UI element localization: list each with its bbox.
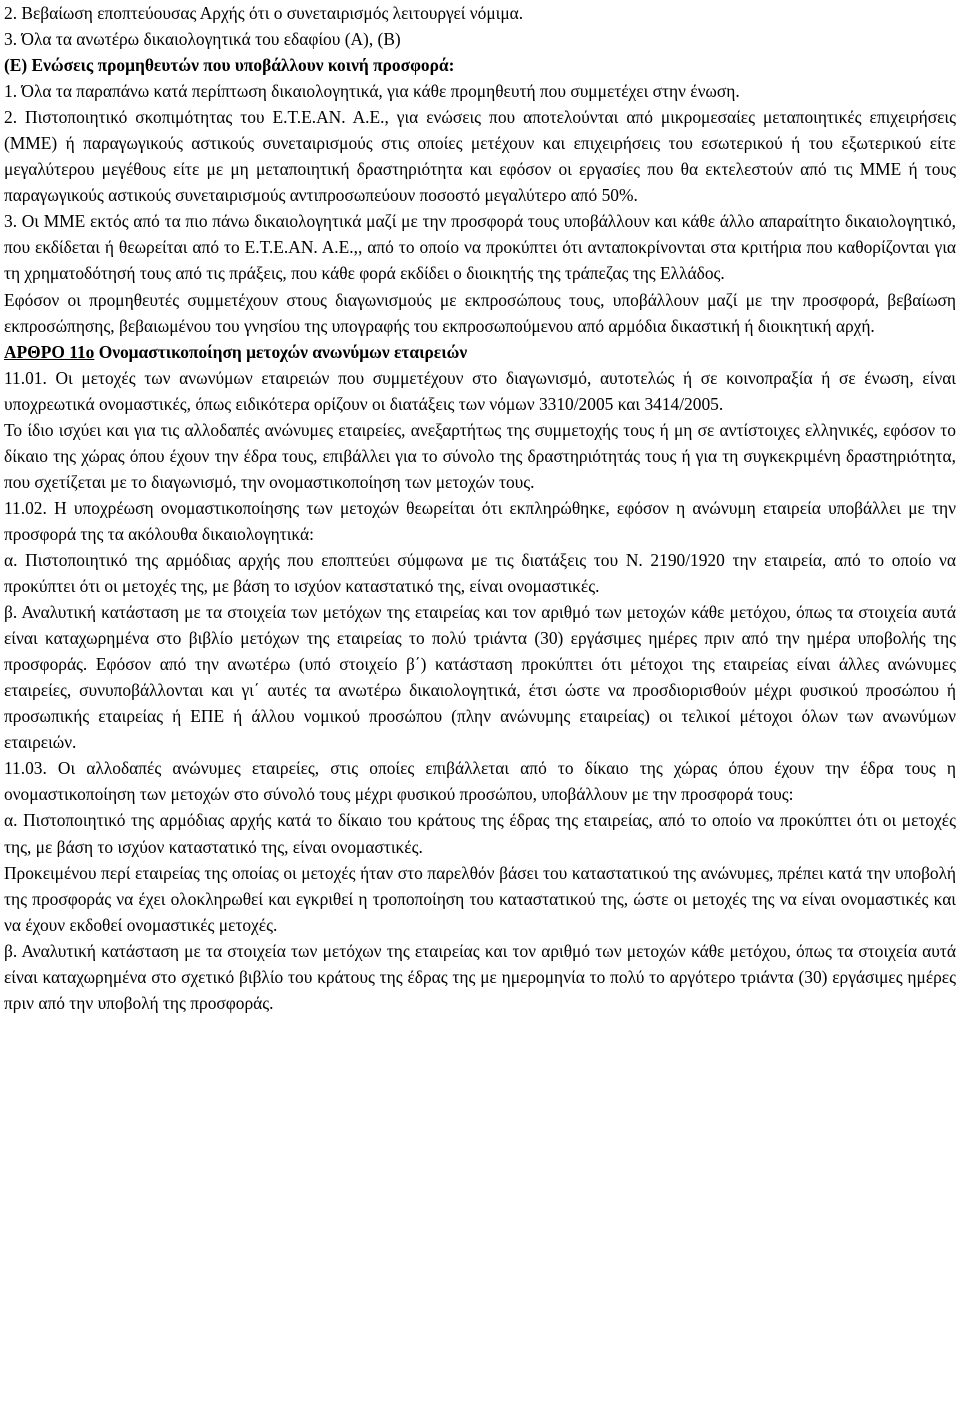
- consortia-item-1: 1. Όλα τα παραπάνω κατά περίπτωση δικαιολογητικά, για κάθε προμηθευτή που συμμετέχει στην ένωση.: [4, 81, 740, 102]
- consortia-item-3: 3. Οι ΜΜΕ εκτός από τα πιο πάνω δικαιολογητικά μαζί με την προσφορά τους υποβάλλουν και κάθε άλλο απαραίτητο δικαιολογητικό, που εκδίδεται ή θεωρείται από το Ε.Τ.Ε.ΑΝ. Α.Ε.,, από το οποίο να προκύπτει ότι ανταποκρίνονται στα κριτήρια που καθορίζονται για τη χρηματοδότησή τους από τις πράξεις, που κάθε φορά εκδίδει ο διοικητής της τράπεζας της Ελλάδος.: [4, 211, 956, 284]
- article-title: Ονομαστικοποίηση μετοχών ανωνύμων εταιρειών: [94, 341, 468, 362]
- all-docs-line: 3. Όλα τα ανωτέρω δικαιολογητικά του εδαφίου (Α), (Β): [4, 29, 401, 50]
- statute-paragraph: Προκειμένου περί εταιρείας της οποίας οι μετοχές ήταν στο παρελθόν βάσει του καταστατικού της ανώνυμες, πρέπει κατά την υποβολή της προσφοράς να έχει ολοκληρωθεί και εγκριθεί η τροποποίηση του καταστατικού της, ώστε οι μετοχές της να είναι ονομαστικές και να έχουν εκδοθεί ονομαστικές μετοχές.: [4, 862, 956, 935]
- clause-11-02: 11.02. Η υποχρέωση ονομαστικοποίησης των μετοχών θεωρείται ότι εκπληρώθηκε, εφόσον η ανώνυμη εταιρεία υποβάλλει με την προσφορά της τα ακόλουθα δικαιολογητικά:: [4, 497, 956, 544]
- clause-11-02-a: α. Πιστοποιητικό της αρμόδιας αρχής που εποπτεύει σύμφωνα με τις διατάξεις του Ν. 2190/1920 την εταιρεία, από το οποίο να προκύπτει ότι οι μετοχές της, με βάση το ισχύον καταστατικό της, είναι ονομαστικές.: [4, 549, 956, 597]
- clause-11-01: 11.01. Οι μετοχές των ανωνύμων εταιρειών που συμμετέχουν στο διαγωνισμό, αυτοτελώς ή σε κοινοπραξία ή σε ένωση, είναι υποχρεωτικά ονομαστικές, όπως ειδικότερα ορίζουν οι διατάξεις των νόμων 3310/2005 και 3414/2005.: [4, 367, 956, 414]
- foreign-companies-paragraph: Το ίδιο ισχύει και για τις αλλοδαπές ανώνυμες εταιρείες, ανεξαρτήτως της συμμετοχής τους ή μη σε αντίστοιχες ελληνικές, εφόσον το δίκαιο της χώρας όπου έχουν την έδρα τους, επιβάλλει για το σύνολο της δραστηριότητάς τους ή για τη συγκεκριμένη δραστηριότητα, που σχετίζεται με το διαγωνισμό, την ονομαστικοποίηση των μετοχών τους.: [4, 419, 956, 492]
- clause-11-02-b: β. Αναλυτική κατάσταση με τα στοιχεία των μετόχων της εταιρείας και τον αριθμό των μετοχών κάθε μετόχου, όπως τα στοιχεία αυτά είναι καταχωρημένα στο βιβλίο μετόχων της εταιρείας το πολύ τριάντα (30) εργάσιμες ημέρες πριν από την ημέρα υποβολής της προσφοράς. Εφόσον από την ανωτέρω (υπό στοιχείο β΄) κατάσταση προκύπτει ότι μέτοχοι της εταιρείας είναι άλλες ανώνυμες εταιρείες, συνυποβάλλονται και γι΄ αυτές τα ανωτέρω δικαιολογητικά, έτσι ώστε να προσδιορισθούν μέχρι φυσικού προσώπου ή προσωπικής εταιρείας ή ΕΠΕ ή άλλου νομικού προσώπου (πλην ανώνυμης εταιρείας) οι τελικοί μέτοχοι όλων των ανωνύμων εταιρειών.: [4, 602, 956, 753]
- clause-11-03: 11.03. Οι αλλοδαπές ανώνυμες εταιρείες, στις οποίες επιβάλλεται από το δίκαιο της χώρας όπου έχουν την έδρα τους η ονομαστικοποίηση των μετοχών στο σύνολό τους μέχρι φυσικού προσώπου, υποβάλλουν με την προσφορά τους:: [4, 758, 956, 805]
- clause-11-03-b: β. Αναλυτική κατάσταση με τα στοιχεία των μετόχων της εταιρείας και τον αριθμό των μετοχών κάθε μετόχου, όπως τα στοιχεία αυτά είναι καταχωρημένα στο σχετικό βιβλίο του κράτους της έδρας της με ημερομηνία το πολύ το αργότερο τριάντα (30) εργάσιμες ημέρες πριν από την υποβολή της προσφοράς.: [4, 940, 956, 1013]
- representation-paragraph: Εφόσον οι προμηθευτές συμμετέχουν στους διαγωνισμούς με εκπροσώπους τους, υποβάλλουν μαζί με την προσφορά, βεβαίωση εκπροσώπησης, βεβαιωμένου του γνησίου της υπογραφής του εκπροσωπούμενου από αρμόδια δικαστική ή διοικητική αρχή.: [4, 289, 956, 336]
- consortia-item-2: 2. Πιστοποιητικό σκοπιμότητας του Ε.Τ.Ε.ΑΝ. Α.Ε., για ενώσεις που αποτελούνται από μικρομεσαίες μεταποιητικές επιχειρήσεις (ΜΜΕ) ή παραγωγικούς αστικούς συνεταιρισμούς στις οποίες μετέχουν και επιχειρήσεις του εσωτερικού ή του εξωτερικού είτε μεγαλύτερου μεγέθους είτε με μη μεταποιητική δραστηριότητα και εφόσον οι εργασίες που θα εκτελεστούν από τις ΜΜΕ ή τους παραγωγικούς αστικούς συνεταιρισμούς αντιπροσωπεύουν ποσοστό μεγαλύτερο από 50%.: [4, 107, 956, 206]
- article-number: ΑΡΘΡΟ 11ο: [4, 341, 95, 362]
- clause-11-03-a: α. Πιστοποιητικό της αρμόδιας αρχής κατά το δίκαιο του κράτους της έδρας της εταιρείας, από το οποίο να προκύπτει ότι οι μετοχές της, με βάση το ισχύον καταστατικό της, είναι ονομαστικές.: [4, 810, 956, 857]
- article-heading: [4, 339, 956, 365]
- confirmation-line: 2. Βεβαίωση εποπτεύουσας Αρχής ότι ο συνεταιρισμός λειτουργεί νόμιμα.: [4, 3, 524, 23]
- consortia-heading: (Ε) Ενώσεις προμηθευτών που υποβάλλουν κοινή προσφορά:: [4, 55, 455, 76]
